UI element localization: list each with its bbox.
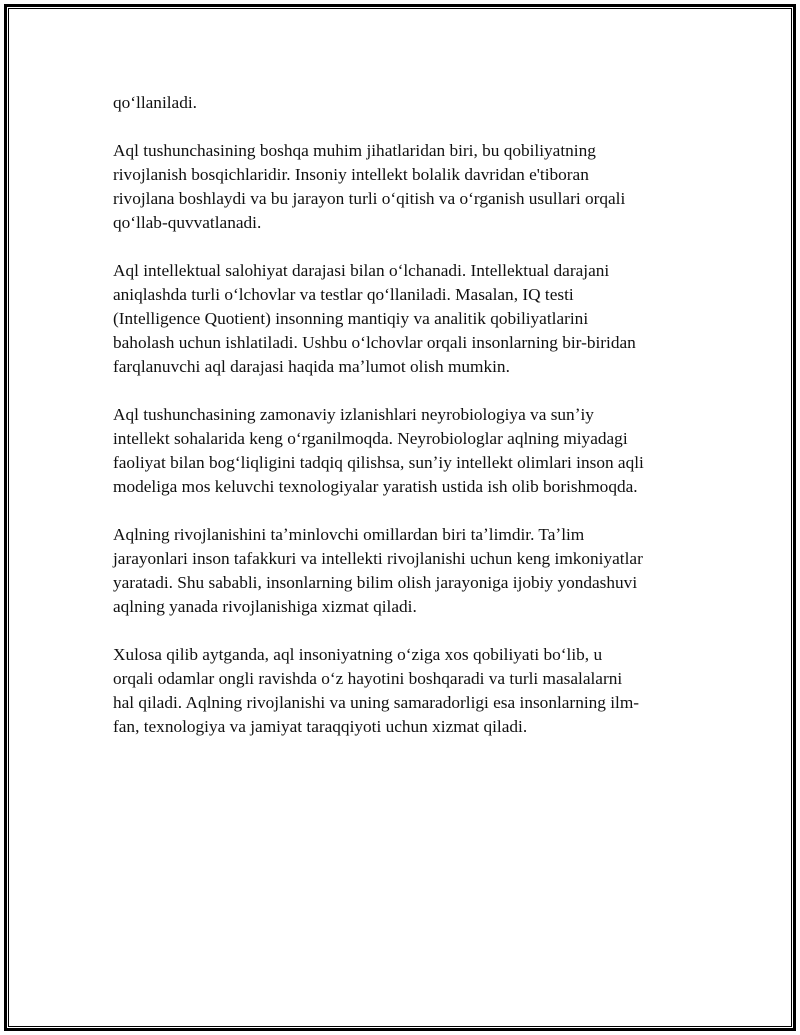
text-line: intellekt sohalarida keng oʻrganilmoqda. Neyrobiologlar aqlning miyadagi	[113, 429, 628, 448]
paragraph-gap	[113, 115, 683, 139]
text-line: qoʻllaniladi.	[113, 93, 197, 112]
text-line: Aqlning rivojlanishini taʼminlovchi omillardan biri taʼlimdir. Taʼlim	[113, 525, 585, 544]
text-line: jarayonlari inson tafakkuri va intellekti rivojlanishi uchun keng imkoniyatlar	[113, 549, 643, 568]
text-line: Aql intellektual salohiyat darajasi bilan oʻlchanadi. Intellektual darajani	[113, 261, 610, 280]
text-line: baholash uchun ishlatiladi. Ushbu oʻlchovlar orqali insonlarning bir-biridan	[113, 333, 636, 352]
text-line: orqali odamlar ongli ravishda oʻz hayotini boshqaradi va turli masalalarni	[113, 669, 623, 688]
text-line: qoʻllab-quvvatlanadi.	[113, 213, 262, 232]
paragraph	[113, 643, 683, 739]
paragraph-gap	[113, 235, 683, 259]
text-line: (Intelligence Quotient) insonning mantiqiy va analitik qobiliyatlarini	[113, 309, 589, 328]
paragraph	[113, 91, 683, 115]
text-line: faoliyat bilan bogʻliqligini tadqiq qilishsa, sunʼiy intellekt olimlari inson aqli	[113, 453, 644, 472]
text-line: fan, texnologiya va jamiyat taraqqiyoti uchun xizmat qiladi.	[113, 717, 528, 736]
paragraph	[113, 403, 683, 499]
paragraph-gap	[113, 379, 683, 403]
paragraph	[113, 259, 683, 379]
text-line: rivojlanish bosqichlaridir. Insoniy intellekt bolalik davridan e'tiboran	[113, 165, 589, 184]
paragraph	[113, 139, 683, 235]
text-line: yaratadi. Shu sababli, insonlarning bilim olish jarayoniga ijobiy yondashuvi	[113, 573, 638, 592]
paragraph-gap	[113, 619, 683, 643]
text-line: aqlning yanada rivojlanishiga xizmat qiladi.	[113, 597, 417, 616]
text-line: rivojlana boshlaydi va bu jarayon turli oʻqitish va oʻrganish usullari orqali	[113, 189, 626, 208]
text-line: modeliga mos keluvchi texnologiyalar yaratish ustida ish olib borishmoqda.	[113, 477, 638, 496]
text-line: hal qiladi. Aqlning rivojlanishi va uning samaradorligi esa insonlarning ilm-	[113, 693, 640, 712]
text-line: farqlanuvchi aql darajasi haqida maʼlumot olish mumkin.	[113, 357, 510, 376]
text-line: Aql tushunchasining boshqa muhim jihatlaridan biri, bu qobiliyatning	[113, 141, 596, 160]
text-line: Xulosa qilib aytganda, aql insoniyatning oʻziga xos qobiliyati boʻlib, u	[113, 645, 603, 664]
document-body	[113, 91, 683, 739]
paragraph	[113, 523, 683, 619]
text-line: aniqlashda turli oʻlchovlar va testlar qoʻllaniladi. Masalan, IQ testi	[113, 285, 574, 304]
paragraph-gap	[113, 499, 683, 523]
text-line: Aql tushunchasining zamonaviy izlanishlari neyrobiologiya va sunʼiy	[113, 405, 594, 424]
